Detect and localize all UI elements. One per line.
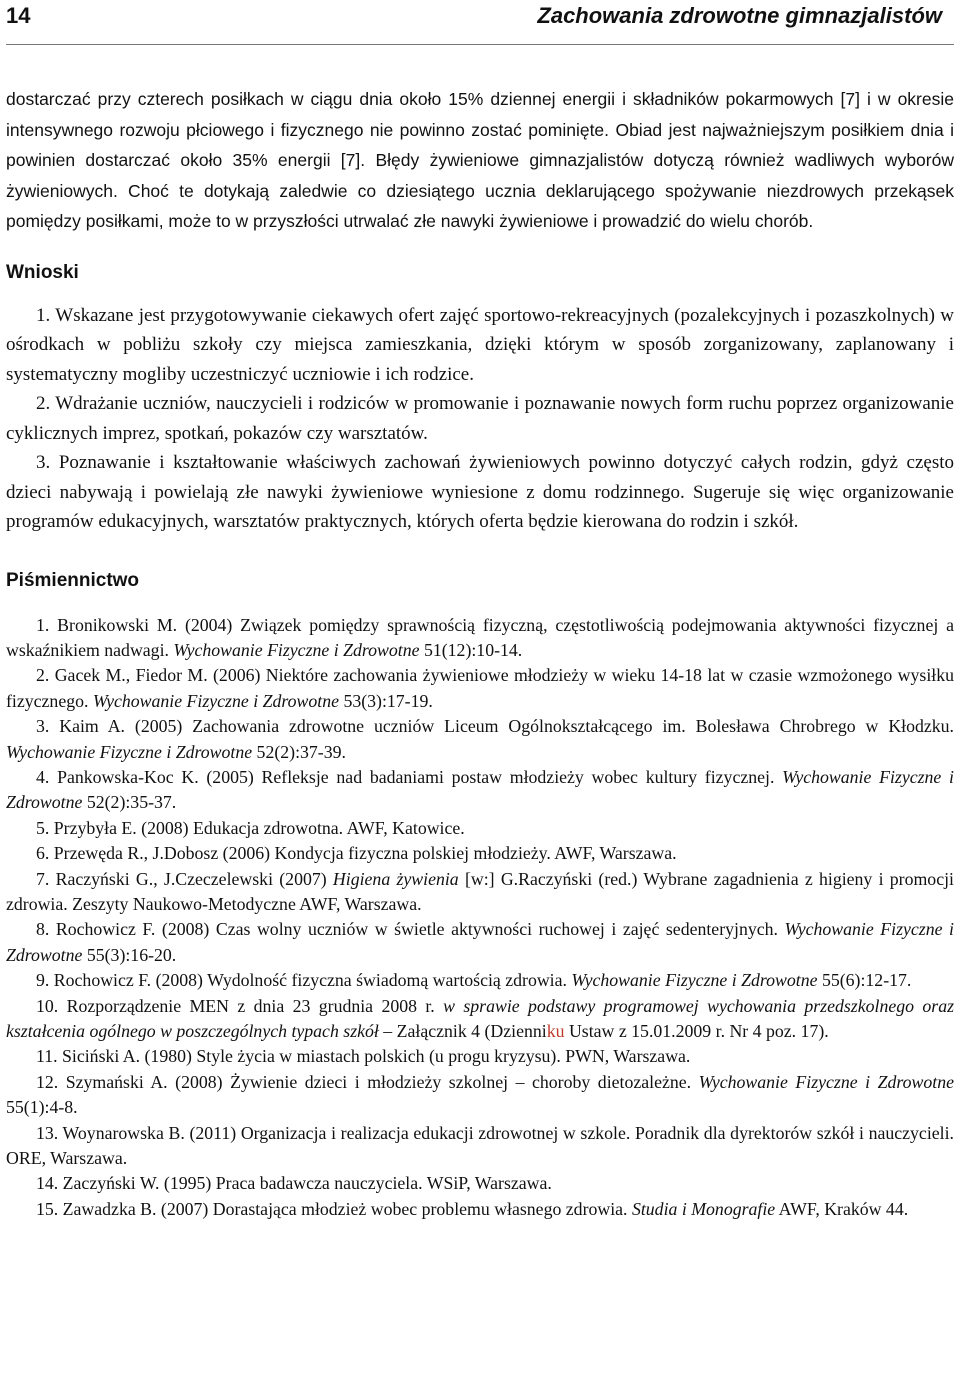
intro-paragraph: dostarczać przy czterech posiłkach w ciągu dnia około 15% dziennej energii i składników pokarmowych [7] i w okresie intensywnego rozwoju płciowego i fizycznego nie powinno zostać pominięte. Obiad jest najważniejszym posiłkiem dnia i powinien dostarczać około 35% energii [7]. Błędy żywieniowe gimnazjalistów dotyczą również wadliwych wyborów żywieniowych. Choć te dotykają zaledwie co dziesiątego ucznia deklarującego spożywanie niezdrowych przekąsek pomiędzy posiłkami, może to w przyszłości utrwalać złe nawyki żywieniowe i prowadzić do wielu chorób. [6,89,954,231]
page-header [6,0,942,30]
reference-item: 12. Szymański A. (2008) Żywienie dzieci i młodzieży szkolnej – choroby dietozależne. Wychowanie Fizyczne i Zdrowotne 55(1):4-8. [6,1071,954,1118]
reference-item: 10. Rozporządzenie MEN z dnia 23 grudnia 2008 r. w sprawie podstawy programowej wychowania przedszkolnego oraz kształcenia ogólnego w poszczególnych typach szkół – Załącznik 4 (Dzienniku Ustaw z 15.01.2009 r. Nr 4 poz. 17). [6,995,954,1041]
reference-item: 4. Pankowska-Koc K. (2005) Refleksje nad badaniami postaw młodzieży wobec kultury fizycznej. Wychowanie Fizyczne i Zdrowotne 52(2):35-37. [6,766,954,813]
reference-item: 14. Zaczyński W. (1995) Praca badawcza nauczyciela. WSiP, Warszawa. [36,1173,552,1194]
reference-item: 7. Raczyński G., J.Czeczelewski (2007) Higiena żywienia [w:] G.Raczyński (red.) Wybrane zagadnienia z higieny i promocji zdrowia. Zeszyty Naukowo-Metodyczne AWF, Warszawa. [6,868,954,914]
conclusion-item-1: 1. Wskazane jest przygotowywanie ciekawych ofert zajęć sportowo-rekreacyjnych (pozalekcyjnych i pozaszkolnych) w ośrodkach w pobliżu szkoły czy miejsca zamieszkania, dzięki którym w sposób zorganizowany, zaplanowany i systematyczny mogliby uczestniczyć uczniowie i ich rodzice. [6,304,954,385]
reference-item: 8. Rochowicz F. (2008) Czas wolny uczniów w świetle aktywności ruchowej i zajęć sedenteryjnych. Wychowanie Fizyczne i Zdrowotne 55(3):16-20. [6,919,954,965]
page-body [6,84,954,1222]
conclusions-heading: Wnioski [6,261,79,283]
page-number: 14 [6,3,31,28]
conclusion-item-3: 3. Poznawanie i kształtowanie właściwych zachowań żywieniowych powinno dotyczyć całych rodzin, gdyż często dzieci nabywają i powielają złe nawyki żywieniowe wyniesione z domu rodzinnego. Sugeruje się więc organizowanie programów edukacyjnych, warsztatów praktycznych, których oferta będzie kierowana do rodzin i szkół. [6,452,954,532]
conclusion-item-2: 2. Wdrażanie uczniów, nauczycieli i rodziców w promowanie i poznawanie nowych form ruchu poprzez organizowanie cyklicznych imprez, spotkań, pokazów czy warsztatów. [6,393,954,444]
conclusions-list [6,301,954,537]
running-title: Zachowania zdrowotne gimnazjalistów [537,3,942,28]
reference-item: 11. Siciński A. (1980) Style życia w miastach polskich (u progu kryzysu). PWN, Warszawa. [36,1046,691,1067]
reference-item: 2. Gacek M., Fiedor M. (2006) Niektóre zachowania żywieniowe młodzieży w wieku 14-18 lat w czasie wzmożonego wysiłku fizycznego. Wychowanie Fizyczne i Zdrowotne 53(3):17-19. [6,665,954,711]
reference-item: 13. Woynarowska B. (2011) Organizacja i realizacja edukacji zdrowotnej w szkole. Poradnik dla dyrektorów szkół i nauczycieli. ORE, Warszawa. [6,1122,954,1169]
reference-item: 9. Rochowicz F. (2008) Wydolność fizyczna świadomą wartością zdrowia. Wychowanie Fizyczne i Zdrowotne 55(6):12-17. [36,970,912,991]
reference-item: 3. Kaim A. (2005) Zachowania zdrowotne uczniów Liceum Ogólnokształcącego im. Bolesława Chrobrego w Kłodzku. Wychowanie Fizyczne i Zdrowotne 52(2):37-39. [6,716,954,762]
header-divider [6,44,954,45]
reference-item: 15. Zawadzka B. (2007) Dorastająca młodzież wobec problemu własnego zdrowia. Studia i Monografie AWF, Kraków 44. [36,1198,909,1219]
references-list [6,613,954,1223]
reference-item: 1. Bronikowski M. (2004) Związek pomiędzy sprawnością fizyczną, częstotliwością podejmowania aktywności fizycznej a wskaźnikiem nadwagi. Wychowanie Fizyczne i Zdrowotne 51(12):10-14. [6,614,954,660]
reference-item: 5. Przybyła E. (2008) Edukacja zdrowotna. AWF, Katowice. [36,817,465,838]
references-heading: Piśmiennictwo [6,569,140,591]
reference-item: 6. Przewęda R., J.Dobosz (2006) Kondycja fizyczna polskiej młodzieży. AWF, Warszawa. [36,843,677,864]
